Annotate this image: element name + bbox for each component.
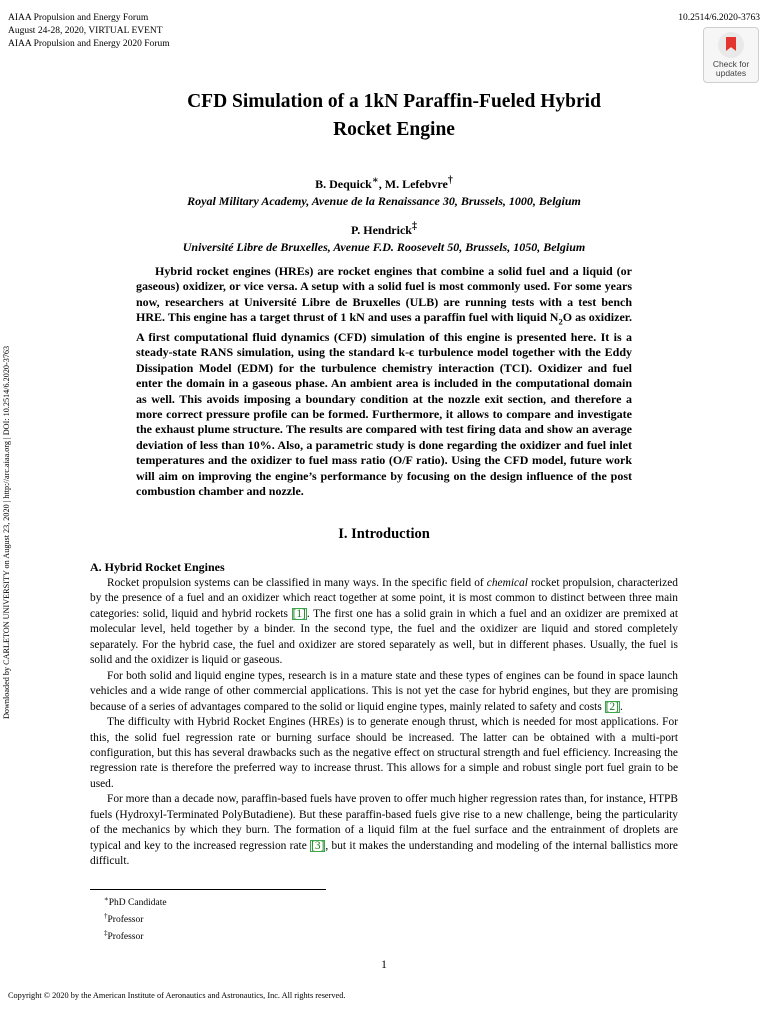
paper-title: CFD Simulation of a 1kN Paraffin-Fueled Hybrid Rocket Engine <box>187 91 601 140</box>
subsection-heading: A. Hybrid Rocket Engines <box>90 560 225 574</box>
text-run: rocket propulsion, characterized by the presence of a fuel and an oxidizer which react together at some point, it is most common to distinct between three main categories: solid, liquid and hybrid rockets <box>90 577 678 620</box>
paragraph <box>90 792 678 869</box>
download-sidebar <box>0 305 14 720</box>
download-notice: Downloaded by CARLETON UNIVERSITY on August 23, 2020 | http://arc.aiaa.org | DOI: 10.2514/6.2020-3763 <box>2 345 11 719</box>
citation-link[interactable]: [1] <box>292 607 306 620</box>
text-run: For both solid and liquid engine types, research is in a mature state and these types of engines can be found in space launch vehicles and a wide range of other commercial applications. This is not yet the case for hybrid engines, but they are promising because of a series of advantages compared to the solid or liquid engine types, mainly related to safety and costs <box>90 669 678 713</box>
author-block-2 <box>0 218 768 256</box>
text-run: Rocket propulsion systems can be classified in many ways. In the specific field of <box>107 577 487 589</box>
conference-name: AIAA Propulsion and Energy Forum <box>8 13 149 23</box>
badge-label: Check for updates <box>712 59 750 78</box>
author-names: P. Hendrick‡ <box>351 221 417 237</box>
emphasis: chemical <box>486 577 528 589</box>
page-number: 1 <box>381 959 387 971</box>
text-run: . The first one has a solid grain in which a fuel and an oxidizer are premixed at molecular level, held together by a binder. In the second type, the fuel and the oxidizer are liquid and stored completely separately. For the hybrid case, the fuel and oxidizer are stored separately as well, but in different phases. Usually, the fuel is solid and the oxidizer is liquid or gaseous. <box>90 607 678 667</box>
conference-header <box>8 12 170 51</box>
text-run: , but it makes the understanding and modeling of the internal ballistics more difficult. <box>90 839 678 868</box>
conference-dates: August 24-28, 2020, VIRTUAL EVENT <box>8 26 163 36</box>
text-run: For more than a decade now, paraffin-based fuels have proven to offer much higher regression rates than, for instance, HTPB fuels (Hydroxyl-Terminated PolyButadiene). But these paraffin-based fuels give rise to a new challenge, being the particularity of the mechanics by which they burn. The formation of a liquid film at the fuel surface and the entrainment of droplets are typical and key to the increased regression rate <box>90 793 678 852</box>
author-affiliation: Université Libre de Bruxelles, Avenue F.D. Roosevelt 50, Brussels, 1050, Belgium <box>182 240 586 254</box>
footnote: ‡Professor <box>104 929 144 943</box>
citation-link[interactable]: [3] <box>311 839 325 852</box>
section-heading: I. Introduction <box>338 526 430 542</box>
doi-label: 10.2514/6.2020-3763 <box>678 13 760 23</box>
footnote-rule <box>90 889 326 890</box>
check-for-updates-badge[interactable] <box>703 27 759 83</box>
text-run: . <box>619 700 623 713</box>
bookmark-icon <box>718 32 744 58</box>
paragraph <box>90 669 678 715</box>
paragraph <box>90 576 678 669</box>
conference-forum: AIAA Propulsion and Energy 2020 Forum <box>8 39 170 49</box>
body-text <box>90 576 678 870</box>
copyright-notice: Copyright © 2020 by the American Institute of Aeronautics and Astronautics, Inc. All rights reserved. <box>8 991 346 1000</box>
footnote: ∗PhD Candidate <box>104 895 167 909</box>
citation-link[interactable]: [2] <box>605 700 619 713</box>
footnote: †Professor <box>104 912 144 926</box>
abstract: Hybrid rocket engines (HREs) are rocket engines that combine a solid fuel and a liquid (or gaseous) oxidizer, or vice versa. A setup with a solid fuel is most commonly used. For some years now, researchers at Université Libre de Bruxelles (ULB) are running tests with a test bench HRE. This engine has a target thrust of 1 kN and uses a paraffin fuel with liquid $N_2O$ as oxidizer. A first computational fluid dynamics (CFD) simulation of this engine is presented here. It is a steady-state RANS simulation, using the standard k-ϵ turbulence model together with the Eddy Dissipation Model (EDM) for the turbulence chemistry interaction (TCI). Oxidizer and fuel enter the domain in a gaseous phase. An ambient area is included in the computational domain as well. This avoids imposing a boundary condition at the nozzle exit section, and therefore a more correct pressure profile can be formed. Furthermore, it allows to compare and investigate the exhaust plume structure. The results are compared with test firing data and show an average deviation of less than 10%. Also, a parametric study is done regarding the oxidizer and fuel inlet temperatures and the oxidizer to fuel mass ratio (O/F ratio). Using the CFD model, future work will aim on improving the engine’s performance by focusing on the design influence of the post combustion chamber and nozzle. <box>136 264 632 499</box>
text-run: The difficulty with Hybrid Rocket Engines (HREs) is to generate enough thrust, which is needed for most applications. For this, the solid fuel regression rate or burning surface should be increased. The latter can be obtained with a multi-port configuration, but this has several drawbacks such as the negative effect on structural strength and fuel efficiency. Increasing the regression rate is therefore the preferred way to increase thrust. This allows for a simple and robust single port fuel grain to be used. <box>90 716 678 790</box>
footnotes <box>104 893 167 944</box>
paragraph <box>90 715 678 792</box>
author-block-1 <box>0 172 768 210</box>
author-names: B. Dequick∗, M. Lefebvre† <box>315 175 453 191</box>
author-affiliation: Royal Military Academy, Avenue de la Renaissance 30, Brussels, 1000, Belgium <box>187 194 581 208</box>
